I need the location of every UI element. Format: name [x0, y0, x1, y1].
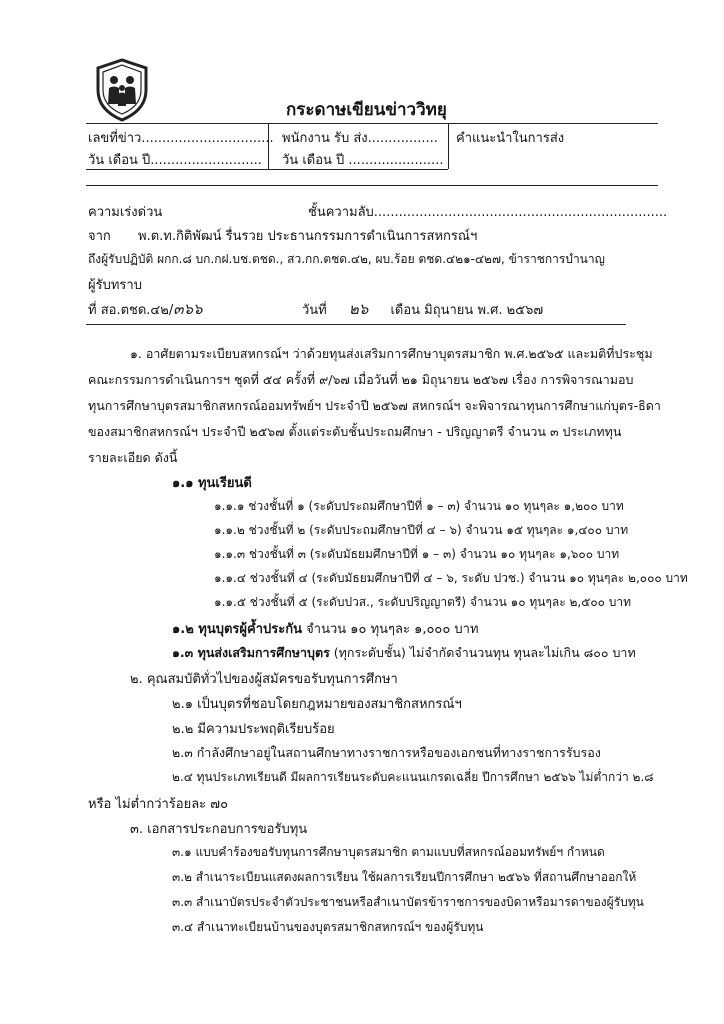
date-handwritten-day: ๒๖	[348, 300, 369, 318]
p1-line-5: รายละเอียด ดังนี้	[88, 450, 178, 465]
s11-item-5: ๑.๑.๕ ช่วงชั้นที่ ๕ (ระดับปวส., ระดับปริญญาตรี) จำนวน ๑๐ ทุนๆละ ๒,๕๐๐ บาท	[214, 595, 632, 609]
date-field-mid: วัน เดือน ปี .......................	[282, 153, 444, 168]
s11-item-2: ๑.๑.๒ ช่วงชั้นที่ ๒ (ระดับประถมศึกษาปีที่ ๔ – ๖) จำนวน ๑๕ ทุนๆละ ๑,๔๐๐ บาท	[214, 523, 629, 537]
date-label: วันที่	[302, 303, 327, 318]
news-number-field: เลขที่ข่าว................................	[88, 131, 274, 146]
p2-item-3: ๒.๓ กำลังศึกษาอยู่ในสถานศึกษาทางราชการหรือของเอกชนที่ทางราชการรับรอง	[172, 745, 601, 760]
to-info: ผู้รับทราบ	[88, 278, 142, 293]
s12-rest: จำนวน ๑๐ ทุนๆละ ๑,๐๐๐ บาท	[302, 622, 479, 637]
date-rest: เดือน มิถุนายน พ.ศ. ๒๕๖๗	[390, 303, 544, 318]
p2-item-2: ๒.๒ มีความประพฤติเรียบร้อย	[172, 722, 335, 737]
secrecy-label: ชั้นความลับ.......................................................................	[308, 205, 668, 220]
p1-line-1: ๑. อาศัยตามระเบียบสหกรณ์ฯ ว่าด้วยทุนส่งเสริมการศึกษาบุตรสมาชิก พ.ศ.๒๕๖๕ และมติที่ประชุม	[130, 346, 653, 361]
p3-item-2: ๓.๒ สำเนาระเบียนแสดงผลการเรียน ใช้ผลการเรียนปีการศึกษา ๒๕๖๖ ที่สถานศึกษาออกให้	[172, 870, 637, 884]
p1-line-3: ทุนการศึกษาบุตรสมาชิกสหกรณ์ออมทรัพย์ฯ ประจำปี ๒๕๖๗ สหกรณ์ฯ จะพิจารณาทุนการศึกษาแก่บุตร-ธิดา	[88, 398, 661, 413]
p3-item-1: ๓.๑ แบบคำร้องขอรับทุนการศึกษาบุตรสมาชิก ตามแบบที่สหกรณ์ออมทรัพย์ฯ กำหนด	[172, 845, 605, 859]
from-label: จาก	[88, 229, 111, 244]
s11-item-1: ๑.๑.๑ ช่วงชั้นที่ ๑ (ระดับประถมศึกษาปีที่ ๑ – ๓) จำนวน ๑๐ ทุนๆละ ๑,๒๐๐ บาท	[214, 499, 624, 513]
cooperative-emblem-icon	[92, 58, 152, 122]
p2-continuation: หรือ ไม่ต่ำกว่าร้อยละ ๗๐	[88, 797, 229, 812]
p2-item-1: ๒.๑ เป็นบุตรที่ชอบโดยกฎหมายของสมาชิกสหกรณ์ฯ	[172, 697, 462, 712]
s12-title: ๑.๒ ทุนบุตรผู้ค้ำประกัน	[172, 622, 303, 637]
section-1-3	[172, 643, 636, 663]
p3-heading: ๓. เอกสารประกอบการขอรับทุน	[130, 822, 308, 837]
header-separator	[86, 324, 626, 325]
date-field-left: วัน เดือน ปี...........................	[88, 153, 262, 168]
p2-heading: ๒. คุณสมบัติทั่วไปของผู้สมัครขอรับทุนการศึกษา	[130, 672, 398, 687]
s11-item-4: ๑.๑.๔ ช่วงชั้นที่ ๔ (ระดับมัธยมศึกษาปีที่ ๔ – ๖, ระดับ ปวช.) จำนวน ๑๐ ทุนๆละ ๒,๐๐๐ บาท	[214, 571, 688, 585]
instruction-field: คำแนะนำในการส่ง	[456, 131, 565, 146]
p3-item-4: ๓.๔ สำเนาทะเบียนบ้านของบุตรสมาชิกสหกรณ์ฯ ของผู้รับทุน	[172, 920, 484, 934]
ref-number	[88, 297, 203, 321]
form-bottom-border	[86, 185, 658, 186]
to-line: ถึงผู้รับปฏิบัติ ผกก.๘ บก.กฝ.บช.ตชด., สว.กก.ตชด.๔๒, ผบ.ร้อย ตชด.๔๒๑-๔๒๗, ข้าราชการบำนาญ	[88, 252, 605, 266]
s11-item-3: ๑.๑.๓ ช่วงชั้นที่ ๓ (ระดับมัธยมศึกษาปีที่ ๑ – ๓) จำนวน ๑๐ ทุนๆละ ๑,๖๐๐ บาท	[214, 547, 620, 561]
form-divider-2	[448, 123, 449, 169]
section-1-1-title: ๑.๑ ทุนเรียนดี	[172, 476, 252, 491]
p1-line-4: ของสมาชิกสหกรณ์ฯ ประจำปี ๒๕๖๗ ตั้งแต่ระดับชั้นประถมศึกษา - ปริญญาตรี จำนวน ๓ ประเภททุน	[88, 424, 622, 439]
p1-line-2: คณะกรรมการดำเนินการฯ ชุดที่ ๕๔ ครั้งที่ ๙/๖๗ เมื่อวันที่ ๒๑ มิถุนายน ๒๕๖๗ เรื่อง การพิจารณามอบ	[88, 372, 634, 387]
staff-field: พนักงาน รับ ส่ง.................	[282, 131, 438, 146]
p2-item-4: ๒.๔ ทุนประเภทเรียนดี มีผลการเรียนระดับคะแนนเกรดเฉลี่ย ปีการศึกษา ๒๕๖๖ ไม่ต่ำกว่า ๒.๘	[172, 770, 654, 784]
page-title: กระดาษเขียนข่าววิทยุ	[286, 100, 447, 120]
ref-label: ที่ สอ.ตชด.๔๒/	[88, 303, 174, 318]
ref-handwritten-number: ๓๖๖	[173, 300, 203, 318]
form-top-border	[86, 123, 658, 124]
p3-item-3: ๓.๓ สำเนาบัตรประจำตัวประชาชนหรือสำเนาบัตรข้าราชการของบิดาหรือมารดาของผู้รับทุน	[172, 895, 644, 909]
section-1-2	[172, 618, 479, 639]
date-line	[302, 297, 543, 321]
s13-title: ๑.๓ ทุนส่งเสริมการศึกษาบุตร	[172, 645, 330, 660]
from-value: พ.ต.ท.กิติพัฒน์ รื่นรวย ประธานกรรมการดำเนินการสหกรณ์ฯ	[138, 229, 478, 244]
s13-rest: (ทุกระดับชั้น) ไม่จำกัดจำนวนทุน ทุนละไม่เกิน ๘๐๐ บาท	[329, 645, 636, 660]
urgency-label: ความเร่งด่วน	[88, 205, 163, 220]
